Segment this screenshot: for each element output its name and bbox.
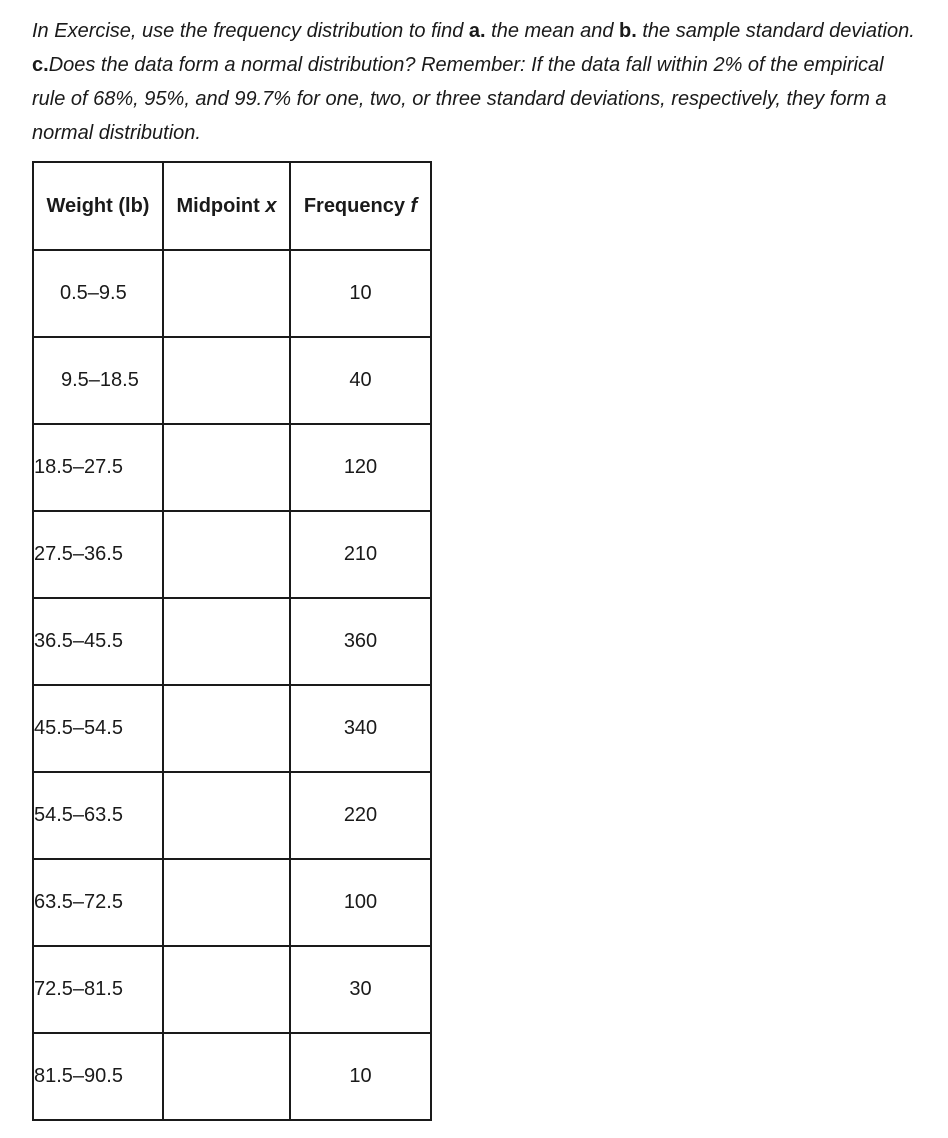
header-midpoint-variable: x [265, 194, 277, 217]
midpoint-cell [163, 511, 290, 598]
header-weight-label: Weight (lb) [46, 194, 150, 217]
frequency-table [32, 161, 432, 1121]
header-frequency-label: Frequency [303, 194, 411, 217]
frequency-cell: 340 [290, 685, 431, 772]
midpoint-cell [163, 772, 290, 859]
weight-cell: 45.5–54.5 [33, 685, 163, 772]
weight-cell: 63.5–72.5 [33, 859, 163, 946]
midpoint-cell [163, 859, 290, 946]
frequency-cell: 30 [290, 946, 431, 1033]
frequency-cell: 220 [290, 772, 431, 859]
weight-cell: 27.5–36.5 [33, 511, 163, 598]
weight-cell: 72.5–81.5 [33, 946, 163, 1033]
problem-text-3: the sample standard deviation. [636, 20, 915, 42]
table-row [33, 859, 431, 946]
midpoint-cell [163, 598, 290, 685]
table-row [33, 337, 431, 424]
table-row [33, 250, 431, 337]
table-row [33, 685, 431, 772]
problem-text-4: Does the data form a normal distribution? Remember: If the data fall within 2% of the empirical rule of 68%, 95%, and 99.7% for one, two, or three standard deviations, respectively, they form a normal distribution. [32, 54, 887, 144]
weight-cell: 9.5–18.5 [33, 337, 163, 424]
part-a-label: a. [468, 20, 486, 42]
midpoint-cell [163, 946, 290, 1033]
frequency-cell: 10 [290, 250, 431, 337]
part-b-label: b. [619, 20, 637, 42]
midpoint-cell [163, 424, 290, 511]
header-midpoint [163, 162, 290, 250]
problem-statement [32, 14, 922, 150]
midpoint-cell [163, 250, 290, 337]
frequency-cell: 210 [290, 511, 431, 598]
weight-cell: 18.5–27.5 [33, 424, 163, 511]
frequency-cell: 360 [290, 598, 431, 685]
weight-cell: 36.5–45.5 [33, 598, 163, 685]
midpoint-cell [163, 337, 290, 424]
weight-cell: 0.5–9.5 [33, 250, 163, 337]
table-row [33, 598, 431, 685]
midpoint-cell [163, 1033, 290, 1120]
frequency-cell: 10 [290, 1033, 431, 1120]
problem-text-1: In Exercise, use the frequency distribution to find [32, 20, 469, 42]
table-row [33, 946, 431, 1033]
midpoint-cell [163, 685, 290, 772]
header-frequency-variable: f [410, 194, 418, 217]
table-header-row [33, 162, 431, 250]
table-row [33, 772, 431, 859]
table-row [33, 511, 431, 598]
weight-cell: 81.5–90.5 [33, 1033, 163, 1120]
header-frequency [290, 162, 431, 250]
header-midpoint-label: Midpoint [176, 194, 266, 217]
part-c-label: c. [32, 54, 49, 76]
frequency-cell: 40 [290, 337, 431, 424]
header-weight [33, 162, 163, 250]
weight-cell: 54.5–63.5 [33, 772, 163, 859]
frequency-cell: 100 [290, 859, 431, 946]
table-row [33, 424, 431, 511]
table-row [33, 1033, 431, 1120]
frequency-cell: 120 [290, 424, 431, 511]
problem-text-2: the mean and [485, 20, 620, 42]
